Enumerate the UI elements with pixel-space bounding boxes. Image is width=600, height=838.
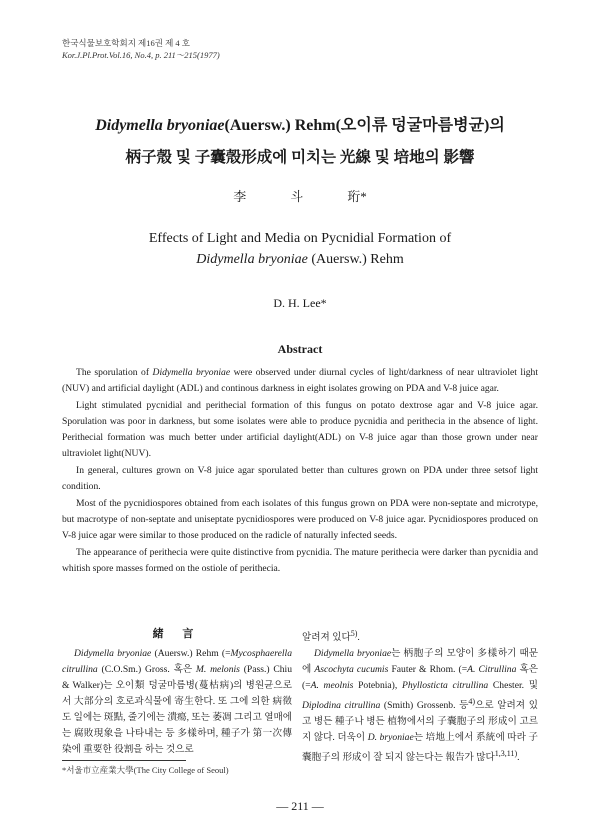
abstract-p1-text-b: were observed under diurnal cycles of light/darkness of near ultraviolet light (NUV) and artificial daylight (ADL) and continous darkness in eight isolates growing on PDA and V-8 juice agar. xyxy=(62,367,538,394)
author-char-1: 李 xyxy=(233,189,247,204)
intro-right-species-3: A. Citrullina xyxy=(467,664,517,676)
english-title-line-1: Effects of Light and Media on Pycnidial Formation of xyxy=(148,231,452,246)
intro-right-species-2: Ascochyta cucumis xyxy=(314,664,389,676)
abstract-paragraph-4: Most of the pycnidiospores obtained from each isolates of this fungus grown on PDA were non-septate and microtype, but macrotype of non-septate and uniseptate pycnidiospores were produced on V-8 juice agar. Pycnidiospores produced on V-8 juice agar were similar to those produced on the radicle of naturally infected seeds. xyxy=(62,498,538,541)
author-char-2: 斗 xyxy=(290,189,304,204)
intro-species-1: Didymella bryoniae xyxy=(74,648,152,659)
citation-sup-3: 1,3,11) xyxy=(494,749,518,759)
intro-right-species-7: D. bryoniae xyxy=(367,732,414,744)
intro-right-text-d: 혹은 (= xyxy=(302,664,539,692)
intro-right-text-b: 는 柄胞子의 모양이 多樣하기 때문에 xyxy=(302,648,538,676)
intro-right-text-g: (Smith) Grossenb. 등 xyxy=(380,700,469,712)
english-title-authority: (Auersw.) Rehm xyxy=(307,252,404,267)
intro-right-species-5: Phyllosticta citrullina xyxy=(401,680,489,692)
abstract-p1-text-a: The sporulation of xyxy=(76,367,153,378)
journal-citation-en: Kor.J.Pl.Prot.Vol.16, No.4, p. 211～215(1977) xyxy=(62,50,220,60)
abstract-paragraph-2: Light stimulated pycnidial and perithecial formation of this fungus on potato dextrose agar and V-8 juice agar. Sporulation was poor in darkness, but some isolates were able to produce pycnidia and perithecia in the absence of light. Perithecial formation was much better under artificial daylight(ADL) on V-8 juice agar than those grown under near ultraviolet light(NUV). xyxy=(62,400,538,459)
title-species-name: Didymella bryoniae xyxy=(95,117,225,134)
intro-right-paragraph: Didymella bryoniae는 柄胞子의 모양이 多樣하기 때문에 Ascochyta cucumis Fauter & Rhom. (=A. Citrullina 혹은 (=A. meolnis Potebnia), Phyllosticta citrullina Chester. 및 Diplodina citrullina (Smith) Grossenb. 등$^{4)}$으로 알려져 있고 병든 種子나 병든 植物에서의 子囊胞子의 形成이 고르지 않다. 더욱이 D. bryoniae는 培地上에서 系統에 따라 子囊胞子의 形成이 잘 되지 않는다는 報告가 많다$^{1,3,11)}$. xyxy=(302,648,539,764)
intro-species-2: Mycosphaerella citrullina xyxy=(62,648,292,675)
intro-right-column xyxy=(302,626,538,767)
intro-left-column xyxy=(62,626,292,758)
korean-title-line-2: 柄子殼 및 子囊殼形成에 미치는 光線 및 培地의 影響 xyxy=(125,149,475,166)
title-authority: (Auersw.) Rehm xyxy=(224,117,336,134)
intro-right-text-c: Fauter & Rhom. (= xyxy=(388,664,468,676)
journal-name-ko: 한국식물보호학회지 제16권 제 4 호 xyxy=(62,38,190,48)
abstract-heading: Abstract xyxy=(277,342,323,356)
intro-right-text-e: Potebnia), xyxy=(353,680,402,692)
intro-right-text-i: 는 培地上에서 系統에 따라 子囊胞子의 形成이 잘 되지 않는다는 報告가 많다 xyxy=(302,732,539,764)
intro-left-text-a: (Auersw.) Rehm (= xyxy=(151,648,231,659)
intro-right-continuation: 알려져 있다$^{5)}$. xyxy=(302,629,360,644)
author-char-3: 珩* xyxy=(347,189,367,204)
footnote-divider xyxy=(62,760,186,761)
english-author: D. H. Lee* xyxy=(273,296,327,310)
english-title-species: Didymella bryoniae xyxy=(196,252,308,267)
korean-title-line-1 xyxy=(0,112,600,135)
abstract-body xyxy=(62,365,538,578)
author-affiliation-footnote: *서울市立産業大學(The City College of Seoul) xyxy=(62,765,229,775)
abstract-paragraph-1 xyxy=(62,365,538,397)
intro-right-species-1: Didymella bryoniae xyxy=(314,648,392,660)
english-title-line-2 xyxy=(0,252,600,268)
intro-right-text-h: 으로 알려져 있고 병든 種子나 병든 植物에서의 子囊胞子의 形成이 고르지 않다. 더욱이 xyxy=(302,700,538,744)
citation-sup-1: 5) xyxy=(350,629,358,638)
abstract-paragraph-3: In general, cultures grown on V-8 juice agar sporulated better than cultures grown on PDA under three setsof light condition. xyxy=(62,465,538,492)
title-common-name: (오이류 덩굴마름병균)의 xyxy=(335,117,505,134)
intro-left-text-b: (C.O.Sm.) Gross. 혹은 xyxy=(97,664,196,675)
intro-heading: 緒 言 xyxy=(152,628,202,640)
intro-left-paragraph xyxy=(62,646,292,758)
citation-sup-2: 4) xyxy=(468,697,476,707)
korean-author xyxy=(0,186,600,205)
intro-species-3: M. melonis xyxy=(195,664,240,675)
journal-header xyxy=(62,37,220,61)
intro-left-text-c: (Pass.) Chiu & Walker)는 오이類 덩굴마름병(蔓枯病)의 병원균으로서 大部分의 호로과식물에 寄生한다. 또 그에 의한 病徵도 일에는 斑點, 줄기에는 潰瘍, 또는 萎凋 그리고 열매에는 腐敗現象을 나타내는 등 多樣하며, 種子가 第一次傳染에 重要한 役割을 하는 것으로 xyxy=(62,664,292,755)
intro-right-text-f: Chester. 및 xyxy=(488,680,538,692)
intro-right-text-a: 알려져 있다 xyxy=(302,632,351,644)
page-number: — 211 — xyxy=(276,799,324,813)
intro-right-species-6: Diplodina citrullina xyxy=(302,700,381,712)
abstract-paragraph-5: The appearance of perithecia were quite distinctive from pycnidia. The mature perithecia were darker than pycnidia and whitish spore masses formed on the ostiole of perithecia. xyxy=(62,547,538,574)
intro-right-species-4: A. meolnis xyxy=(310,680,354,692)
abstract-p1-species: Didymella bryoniae xyxy=(152,367,231,378)
